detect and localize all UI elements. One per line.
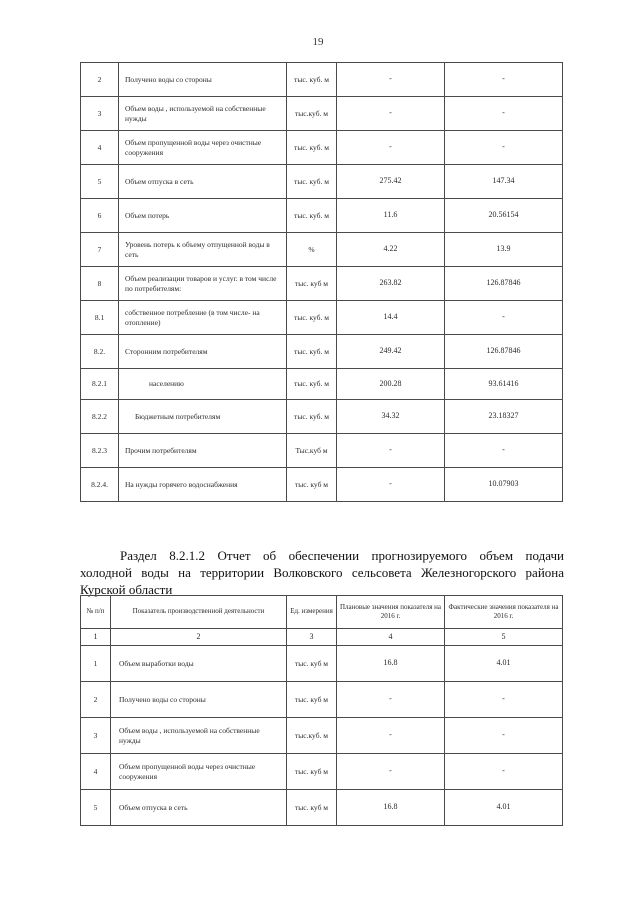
fact-value: 4.01 bbox=[445, 790, 563, 826]
indicator-name: Объем воды , используемой на собственные нужды bbox=[111, 718, 287, 754]
table-row bbox=[81, 718, 563, 754]
plan-value: 11.6 bbox=[337, 199, 445, 233]
index-cell: 5 bbox=[445, 629, 563, 646]
unit: тыс. куб. м bbox=[287, 131, 337, 165]
indicator-name: Объем пропущенной воды через очистные сооружения bbox=[111, 754, 287, 790]
unit: тыс. куб. м bbox=[287, 400, 337, 434]
table-row bbox=[81, 63, 563, 97]
fact-value: 126.87846 bbox=[445, 267, 563, 301]
unit: тыс. куб м bbox=[287, 790, 337, 826]
production-report-table-continued bbox=[80, 62, 563, 502]
section-heading-line-3: Курской области bbox=[80, 582, 173, 597]
row-number: 3 bbox=[81, 718, 111, 754]
indicator-name: Объем реализации товаров и услуг. в том числе по потребителям: bbox=[119, 267, 287, 301]
plan-value: 16.8 bbox=[337, 790, 445, 826]
table-row bbox=[81, 754, 563, 790]
fact-value: 4.01 bbox=[445, 646, 563, 682]
unit: тыс. куб м bbox=[287, 267, 337, 301]
plan-value: - bbox=[337, 682, 445, 718]
plan-value: - bbox=[337, 434, 445, 468]
fact-value: - bbox=[445, 63, 563, 97]
header-plan: Плановые значения показателя на 2016 г. bbox=[337, 596, 445, 629]
table-row bbox=[81, 131, 563, 165]
fact-value: 10.07903 bbox=[445, 468, 563, 502]
indicator-name: собственное потребление (в том числе- на отопление) bbox=[119, 301, 287, 335]
indicator-name: Сторонним потребителям bbox=[119, 335, 287, 369]
row-number: 2 bbox=[81, 63, 119, 97]
table-row bbox=[81, 301, 563, 335]
row-number: 4 bbox=[81, 754, 111, 790]
indicator-name: Объем отпуска в сеть bbox=[119, 165, 287, 199]
plan-value: 4.22 bbox=[337, 233, 445, 267]
table-row bbox=[81, 682, 563, 718]
row-number: 8 bbox=[81, 267, 119, 301]
fact-value: 13.9 bbox=[445, 233, 563, 267]
row-number: 8.2.1 bbox=[81, 369, 119, 400]
row-number: 8.2. bbox=[81, 335, 119, 369]
table1-body bbox=[81, 63, 563, 502]
plan-value: - bbox=[337, 468, 445, 502]
indicator-name: Получено воды со стороны bbox=[119, 63, 287, 97]
fact-value: 20.56154 bbox=[445, 199, 563, 233]
header-unit: Ед. измерения bbox=[287, 596, 337, 629]
unit: тыс. куб м bbox=[287, 646, 337, 682]
row-number: 3 bbox=[81, 97, 119, 131]
fact-value: 93.61416 bbox=[445, 369, 563, 400]
table-row bbox=[81, 369, 563, 400]
row-number: 8.2.2 bbox=[81, 400, 119, 434]
table-row bbox=[81, 199, 563, 233]
row-number: 8.1 bbox=[81, 301, 119, 335]
unit: тыс. куб. м bbox=[287, 369, 337, 400]
unit: % bbox=[287, 233, 337, 267]
index-cell: 3 bbox=[287, 629, 337, 646]
row-number: 5 bbox=[81, 790, 111, 826]
fact-value: 126.87846 bbox=[445, 335, 563, 369]
plan-value: 16.8 bbox=[337, 646, 445, 682]
row-number: 8.2.3 bbox=[81, 434, 119, 468]
unit: тыс. куб. м bbox=[287, 301, 337, 335]
section-heading-line-2: холодной воды на территории Волковского сельсовета Железногорского района bbox=[80, 565, 564, 580]
table-row bbox=[81, 233, 563, 267]
plan-value: 200.28 bbox=[337, 369, 445, 400]
unit: тыс. куб м bbox=[287, 754, 337, 790]
row-number: 1 bbox=[81, 646, 111, 682]
fact-value: 147.34 bbox=[445, 165, 563, 199]
indicator-name: Объем отпуска в сеть bbox=[111, 790, 287, 826]
table-row bbox=[81, 468, 563, 502]
table2-index-row bbox=[81, 629, 563, 646]
fact-value: - bbox=[445, 718, 563, 754]
plan-value: - bbox=[337, 754, 445, 790]
indicator-name: Объем воды , используемой на собственные нужды bbox=[119, 97, 287, 131]
row-number: 6 bbox=[81, 199, 119, 233]
unit: тыс. куб м bbox=[287, 468, 337, 502]
fact-value: - bbox=[445, 301, 563, 335]
section-heading-line-1: Раздел 8.2.1.2 Отчет об обеспечении прогнозируемого объем подачи bbox=[120, 548, 564, 563]
unit: тыс. куб м bbox=[287, 682, 337, 718]
plan-value: 263.82 bbox=[337, 267, 445, 301]
fact-value: - bbox=[445, 97, 563, 131]
indicator-name: На нужды горячего водоснабжения bbox=[119, 468, 287, 502]
row-number: 5 bbox=[81, 165, 119, 199]
unit: тыс. куб. м bbox=[287, 63, 337, 97]
plan-value: - bbox=[337, 131, 445, 165]
page-number: 19 bbox=[312, 36, 324, 48]
plan-value: - bbox=[337, 63, 445, 97]
header-fact: Фактические значения показателя на 2016 г. bbox=[445, 596, 563, 629]
indicator-name: Бюджетным потребителям bbox=[119, 400, 287, 434]
fact-value: - bbox=[445, 131, 563, 165]
plan-value: 34.32 bbox=[337, 400, 445, 434]
plan-value: 275.42 bbox=[337, 165, 445, 199]
table-row bbox=[81, 165, 563, 199]
indicator-name: Объем выработки воды bbox=[111, 646, 287, 682]
indicator-name: населению bbox=[119, 369, 287, 400]
table-row bbox=[81, 400, 563, 434]
row-number: 2 bbox=[81, 682, 111, 718]
table2-body bbox=[81, 596, 563, 826]
water-supply-forecast-table bbox=[80, 595, 563, 826]
header-indicator: Показатель производственной деятельности bbox=[111, 596, 287, 629]
unit: тыс.куб. м bbox=[287, 97, 337, 131]
unit: тыс. куб. м bbox=[287, 165, 337, 199]
plan-value: - bbox=[337, 718, 445, 754]
unit: тыс.куб. м bbox=[287, 718, 337, 754]
index-cell: 2 bbox=[111, 629, 287, 646]
table-row bbox=[81, 646, 563, 682]
table-row bbox=[81, 335, 563, 369]
indicator-name: Объем пропущенной воды через очистные сооружения bbox=[119, 131, 287, 165]
table2-header-row bbox=[81, 596, 563, 629]
row-number: 8.2.4. bbox=[81, 468, 119, 502]
indicator-name: Объем потерь bbox=[119, 199, 287, 233]
plan-value: - bbox=[337, 97, 445, 131]
indicator-name: Получено воды со стороны bbox=[111, 682, 287, 718]
table-row bbox=[81, 97, 563, 131]
table-row bbox=[81, 267, 563, 301]
fact-value: 23.18327 bbox=[445, 400, 563, 434]
index-cell: 4 bbox=[337, 629, 445, 646]
unit: тыс. куб. м bbox=[287, 335, 337, 369]
indicator-name: Прочим потребителям bbox=[119, 434, 287, 468]
fact-value: - bbox=[445, 682, 563, 718]
index-cell: 1 bbox=[81, 629, 111, 646]
table-row bbox=[81, 434, 563, 468]
row-number: 4 bbox=[81, 131, 119, 165]
row-number: 7 bbox=[81, 233, 119, 267]
unit: тыс. куб. м bbox=[287, 199, 337, 233]
fact-value: - bbox=[445, 434, 563, 468]
indicator-name: Уровень потерь к объему отпущенной воды в сеть bbox=[119, 233, 287, 267]
unit: Тыс.куб м bbox=[287, 434, 337, 468]
table-row bbox=[81, 790, 563, 826]
header-number: № п/п bbox=[81, 596, 111, 629]
fact-value: - bbox=[445, 754, 563, 790]
plan-value: 249.42 bbox=[337, 335, 445, 369]
section-heading bbox=[80, 547, 564, 598]
plan-value: 14.4 bbox=[337, 301, 445, 335]
